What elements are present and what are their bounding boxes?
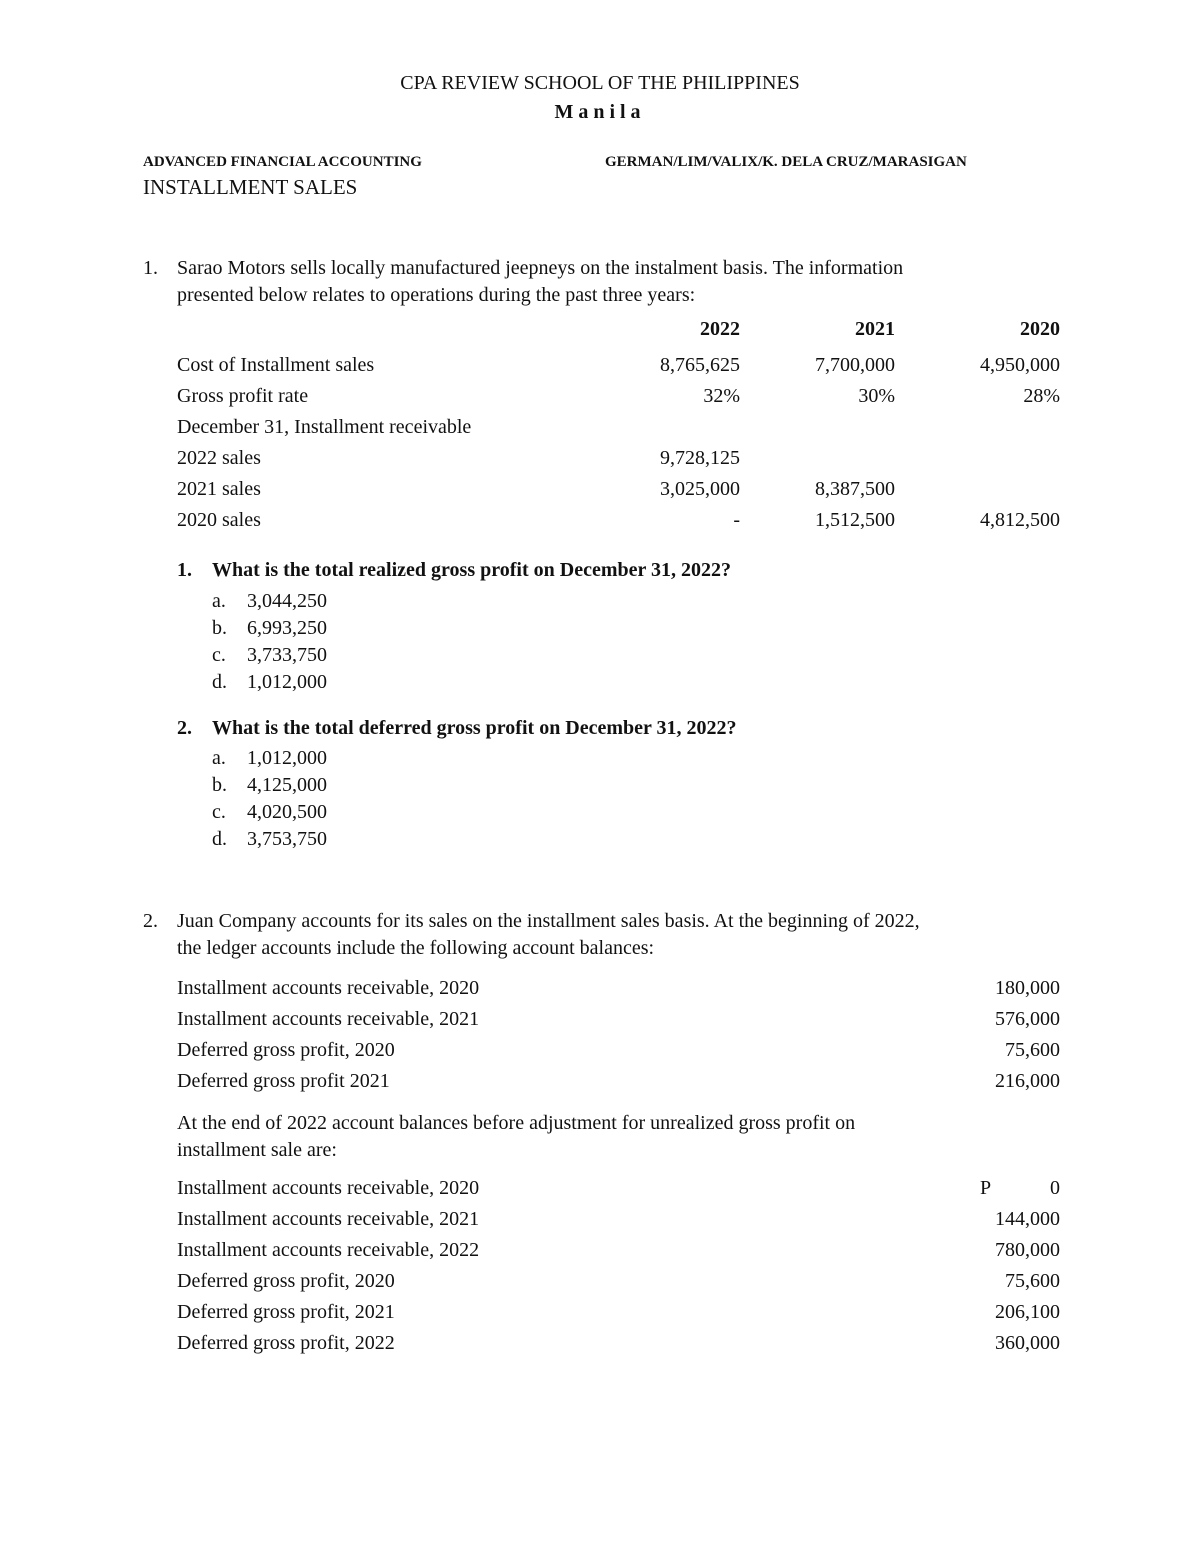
row-label: Deferred gross profit, 2020 <box>177 1039 395 1061</box>
problem-number: 2. <box>143 910 158 932</box>
column-header: 2021 <box>855 318 895 340</box>
cell: 8,387,500 <box>815 478 895 500</box>
row-label: Installment accounts receivable, 2020 <box>177 1177 480 1199</box>
option-value: 3,733,750 <box>247 644 327 666</box>
cell: 8,765,625 <box>660 354 740 376</box>
option-letter: b. <box>212 774 227 796</box>
paragraph: installment sale are: <box>177 1139 337 1161</box>
row-label: December 31, Installment receivable <box>177 416 472 438</box>
row-label: Deferred gross profit, 2020 <box>177 1270 395 1292</box>
option-value: 3,753,750 <box>247 828 327 850</box>
option-value: 4,020,500 <box>247 801 327 823</box>
row-label: 2021 sales <box>177 478 261 500</box>
cell: 1,512,500 <box>815 509 895 531</box>
row-label: Installment accounts receivable, 2021 <box>177 1008 480 1030</box>
cell: 216,000 <box>995 1070 1060 1092</box>
row-label: Installment accounts receivable, 2021 <box>177 1208 480 1230</box>
row-label: Deferred gross profit, 2022 <box>177 1332 395 1354</box>
question-number: 1. <box>177 559 192 581</box>
cell: 30% <box>858 385 895 407</box>
question-text: What is the total realized gross profit on December 31, 2022? <box>212 559 732 581</box>
school-name: CPA REVIEW SCHOOL OF THE PHILIPPINES <box>400 72 800 94</box>
cell: 0 <box>1050 1177 1060 1199</box>
option-letter: d. <box>212 828 227 850</box>
cell: 75,600 <box>1005 1270 1060 1292</box>
cell: 360,000 <box>995 1332 1060 1354</box>
column-header: 2022 <box>700 318 740 340</box>
option-letter: c. <box>212 644 226 666</box>
row-label: Cost of Installment sales <box>177 354 375 376</box>
cell: 75,600 <box>1005 1039 1060 1061</box>
option-letter: c. <box>212 801 226 823</box>
problem-number: 1. <box>143 257 158 279</box>
cell: - <box>733 509 740 531</box>
cell: 180,000 <box>995 977 1060 999</box>
column-header: 2020 <box>1020 318 1060 340</box>
problem-intro: the ledger accounts include the following account balances: <box>177 937 655 959</box>
cell: 4,950,000 <box>980 354 1060 376</box>
city-name: Manila <box>554 101 646 123</box>
option-letter: a. <box>212 747 226 769</box>
problem-intro: Juan Company accounts for its sales on the installment sales basis. At the beginning of 2022, <box>177 910 920 932</box>
cell: 28% <box>1023 385 1060 407</box>
row-label: Installment accounts receivable, 2022 <box>177 1239 480 1261</box>
problem-intro: Sarao Motors sells locally manufactured jeepneys on the instalment basis. The information <box>177 257 904 279</box>
option-value: 4,125,000 <box>247 774 327 796</box>
subject-title: ADVANCED FINANCIAL ACCOUNTING <box>143 154 422 170</box>
cell: 576,000 <box>995 1008 1060 1030</box>
paragraph: At the end of 2022 account balances before adjustment for unrealized gross profit on <box>177 1112 856 1134</box>
option-value: 1,012,000 <box>247 671 327 693</box>
cell: 9,728,125 <box>660 447 740 469</box>
option-value: 1,012,000 <box>247 747 327 769</box>
option-letter: b. <box>212 617 227 639</box>
row-label: Deferred gross profit, 2021 <box>177 1301 395 1323</box>
cell: 7,700,000 <box>815 354 895 376</box>
cell: 206,100 <box>995 1301 1060 1323</box>
option-letter: d. <box>212 671 227 693</box>
option-value: 6,993,250 <box>247 617 327 639</box>
question-number: 2. <box>177 717 192 739</box>
row-label: Deferred gross profit 2021 <box>177 1070 390 1092</box>
row-label: Installment accounts receivable, 2020 <box>177 977 480 999</box>
topic-title: INSTALLMENT SALES <box>143 175 358 199</box>
cell: 144,000 <box>995 1208 1060 1230</box>
problem-intro: presented below relates to operations during the past three years: <box>177 284 696 306</box>
cell: 4,812,500 <box>980 509 1060 531</box>
cell: 32% <box>703 385 740 407</box>
option-value: 3,044,250 <box>247 590 327 612</box>
cell: 780,000 <box>995 1239 1060 1261</box>
row-label: 2020 sales <box>177 509 261 531</box>
authors: GERMAN/LIM/VALIX/K. DELA CRUZ/MARASIGAN <box>605 154 967 170</box>
question-text: What is the total deferred gross profit on December 31, 2022? <box>212 717 737 739</box>
cell: 3,025,000 <box>660 478 740 500</box>
row-label: Gross profit rate <box>177 385 309 407</box>
currency-symbol: P <box>980 1177 992 1199</box>
option-letter: a. <box>212 590 226 612</box>
row-label: 2022 sales <box>177 447 261 469</box>
